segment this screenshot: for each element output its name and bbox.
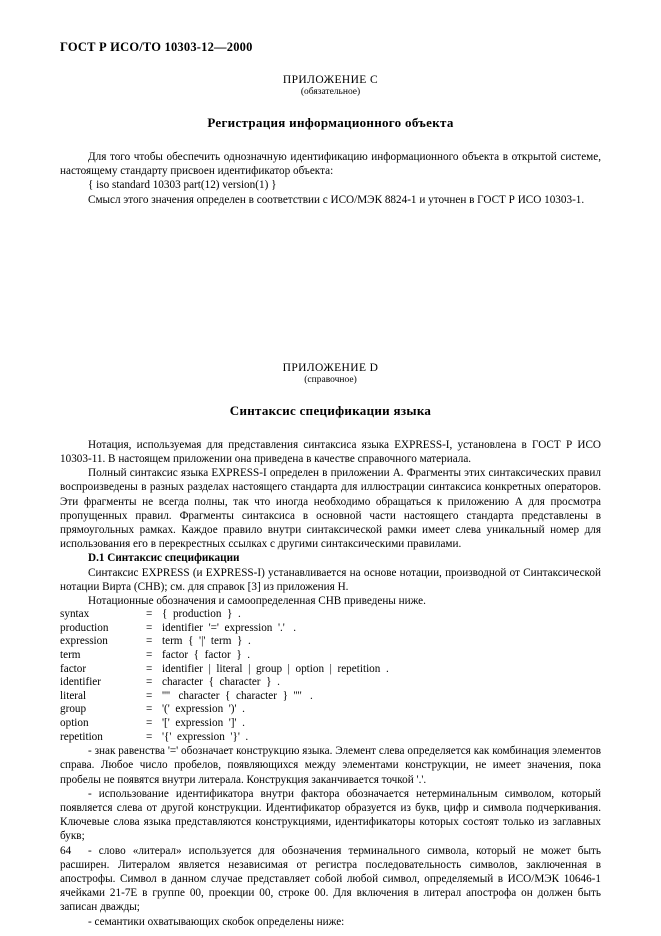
grammar-rule-equals: = <box>146 676 153 689</box>
grammar-rule <box>60 703 601 717</box>
grammar-rule-definition: term { '|' term } . <box>162 635 251 648</box>
annex-d-paragraph-2: Полный синтаксис языка EXPRESS-I определен в приложении А. Фрагменты этих синтаксических правил воспроизведены в разных разделах настоящего стандарта для иллюстрации синтаксиса конкретных операторов. Эти фрагменты не всегда полны, так что иногда необходимо обращаться к приложению А для просмотра пропущенных правил. Фрагменты синтаксиса в основной части настоящего стандарта представлены в прямоугольных рамках. Каждое правило внутри синтаксической рамки имеет слева уникальный номер для использования его в перекрестных ссылках с другими синтаксическими правилами. <box>60 467 601 551</box>
grammar-rule-equals: = <box>146 649 153 662</box>
grammar-rule-name: term <box>60 649 81 662</box>
grammar-rule <box>60 690 601 704</box>
grammar-rule-name: literal <box>60 689 87 702</box>
grammar-rule-name: expression <box>60 635 108 648</box>
object-identifier-value: { iso standard 10303 part(12) version(1) } <box>88 179 277 192</box>
grammar-rule-equals: = <box>146 730 153 743</box>
annex-c-section <box>60 74 601 207</box>
annex-c-paragraph-1: Для того чтобы обеспечить однозначную идентификацию информационного объекта в открытой системе, настоящему стандарту присвоен идентификатор объекта: <box>60 151 601 178</box>
grammar-rule-equals: = <box>146 689 153 702</box>
annex-d-label: ПРИЛОЖЕНИЕ D <box>282 361 379 374</box>
grammar-rule-name: production <box>60 621 109 634</box>
grammar-rule-name: syntax <box>60 608 90 621</box>
grammar-rule <box>60 608 601 622</box>
grammar-rule <box>60 731 601 745</box>
section-d1 <box>60 551 601 928</box>
grammar-rule-name: identifier <box>60 676 102 689</box>
section-d1-paragraph-1: Синтаксис EXPRESS (и EXPRESS-I) устанавливается на основе нотации, производной от Синтаксической нотации Вирта (СНВ); см. для справок [3] из приложения H. <box>60 566 601 593</box>
grammar-rule-definition: identifier '=' expression '.' . <box>162 621 296 634</box>
grammar-rule-equals: = <box>146 662 153 675</box>
grammar-rule-equals: = <box>146 717 153 729</box>
grammar-rule-name: repetition <box>60 730 103 743</box>
annex-d-section <box>60 362 601 929</box>
annex-d-paragraph-1: Нотация, используемая для представления синтаксиса языка EXPRESS-I, установлена в ГОСТ Р ИСО 10303-11. В настоящем приложении она приведена в качестве справочного материала. <box>60 438 601 466</box>
grammar-rule-name: factor <box>60 662 87 675</box>
grammar-rule-definition: character { character } . <box>162 676 280 689</box>
section-d1-bullet-2: - использование идентификатора внутри фактора обозначается нетерминальным символом, который появляется слева от другой конструкции. Идентификатор образуется из букв, цифр и символа подчеркивания. Ключевые слова языка представляются конструкциями, идентификаторы которых состоят только из заглавных букв; <box>60 787 601 843</box>
grammar-rule-equals: = <box>146 635 153 648</box>
grammar-rule <box>60 622 601 636</box>
page-number: 64 <box>60 845 72 857</box>
annex-c-label: ПРИЛОЖЕНИЕ С <box>282 74 379 86</box>
grammar-rule <box>60 676 601 690</box>
grammar-rule <box>60 717 601 731</box>
grammar-rule-definition: '(' expression ')' . <box>162 703 245 716</box>
running-head: ГОСТ Р ИСО/ТО 10303-12—2000 <box>60 40 253 54</box>
annex-d-kind: (справочное) <box>304 374 357 385</box>
grammar-rule-name: option <box>60 717 89 729</box>
grammar-rule-equals: = <box>146 703 153 716</box>
grammar-rule-equals: = <box>146 621 153 634</box>
section-d1-bullet-1: - знак равенства '=' обозначает конструкцию языка. Элемент слева определяется как комбинация элементов справа. Любое число пробелов, появляющихся между элементами конструкции, не имеет значения, пока пробелы не появятся внутри литерала. Конструкция заканчивается точкой '.'. <box>60 745 601 786</box>
grammar-rule-definition: identifier | literal | group | option | repetition . <box>162 662 389 675</box>
grammar-rule-equals: = <box>146 608 153 621</box>
section-d1-bullet-3: - слово «литерал» используется для обозначения терминального символа, который не может быть расширен. Литералом является независимая от регистра последовательность символов, заключенная в апострофы. Символ в данном случае представляет собой любой символ, определяемый в ИСО/МЭК 10646-1 ячейками 21-7E в группе 00, проекции 00, строке 00. Для включения в литерал апострофа он должен быть записан дважды; <box>60 844 601 914</box>
grammar-rule <box>60 649 601 663</box>
grammar-rule-definition: '[' expression ']' . <box>162 717 245 729</box>
section-d1-bullet-4: - семантики охватывающих скобок определены ниже: <box>88 915 345 928</box>
grammar-rule-definition: factor { factor } . <box>162 649 251 662</box>
grammar-rule-definition: '{' expression '}' . <box>162 730 249 743</box>
annex-c-title: Регистрация информационного объекта <box>207 115 454 130</box>
section-spacer <box>60 207 601 362</box>
grammar-production-list <box>60 608 601 744</box>
page-content <box>60 74 601 929</box>
section-d1-heading: D.1 Синтаксис спецификации <box>88 552 240 565</box>
grammar-rule-name: group <box>60 703 87 716</box>
grammar-rule-definition: { production } . <box>162 608 241 621</box>
grammar-rule-definition: '''' character { character } '''' . <box>162 689 313 702</box>
grammar-rule <box>60 635 601 649</box>
annex-c-kind: (обязательное) <box>300 87 361 97</box>
section-d1-paragraph-2: Нотационные обозначения и самоопределенная СНВ приведены ниже. <box>88 595 426 608</box>
annex-c-paragraph-2: Смысл этого значения определен в соответствии с ИСО/МЭК 8824-1 и уточнен в ГОСТ Р ИСО 10303-1. <box>88 193 585 206</box>
grammar-rule <box>60 663 601 677</box>
annex-d-title: Синтаксис спецификации языка <box>229 402 432 418</box>
